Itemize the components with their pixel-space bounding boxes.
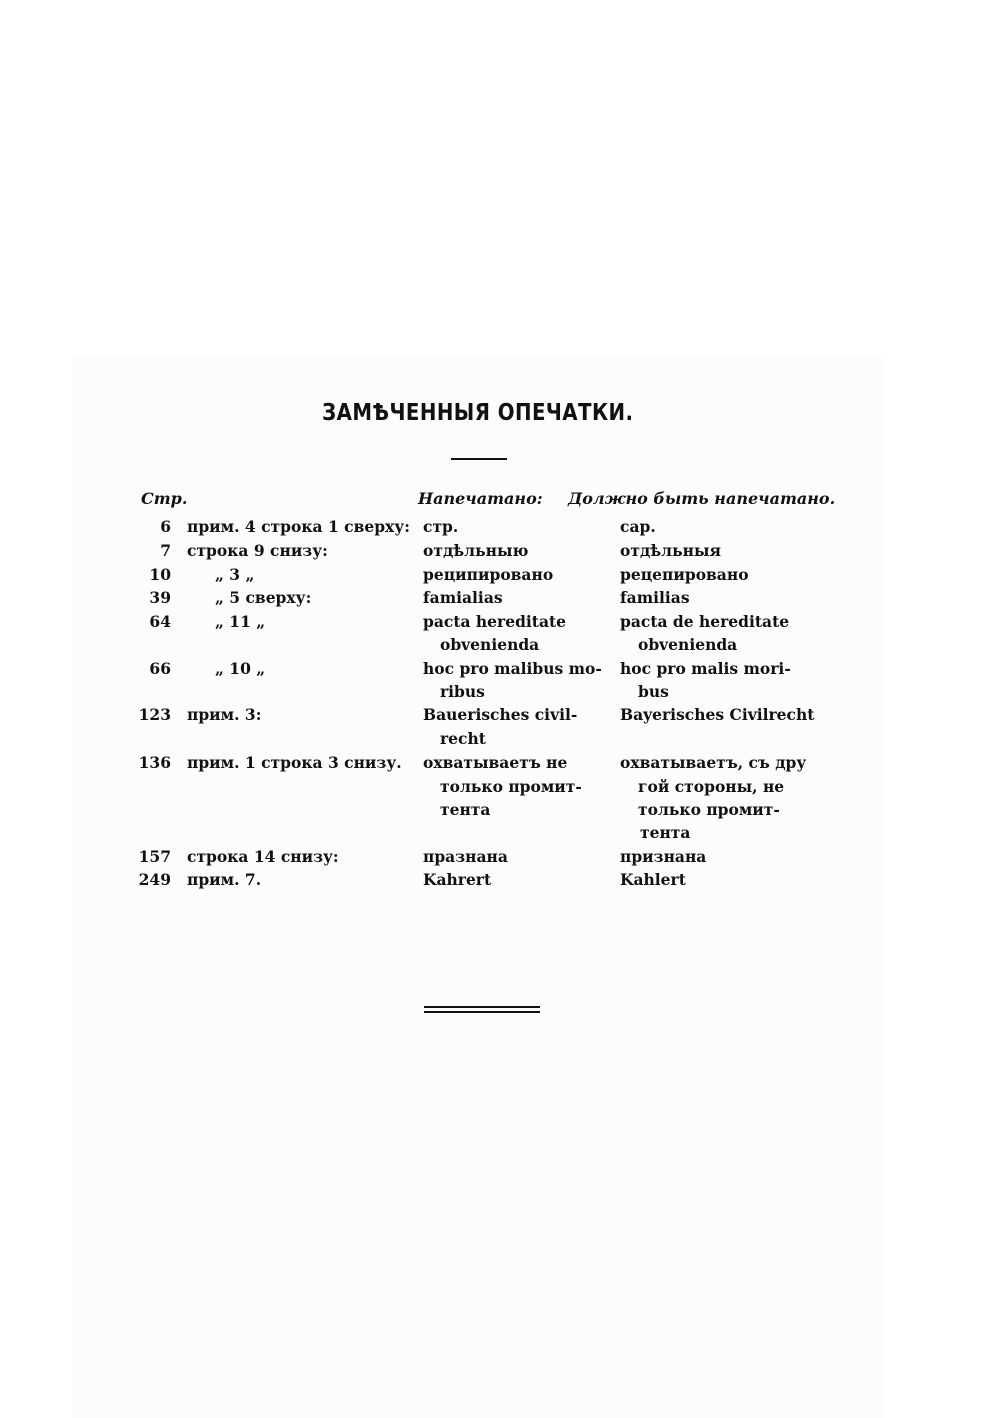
errata-row-continuation <box>0 633 1000 657</box>
location: „ 3 „ <box>215 565 255 584</box>
page-number: 136 <box>138 753 171 772</box>
printed-text: отдѣльныю <box>423 541 529 560</box>
title-divider <box>451 458 507 460</box>
rule-line <box>424 1011 540 1013</box>
printed-text: только промит- <box>440 777 582 796</box>
header-page: Стр. <box>141 489 188 508</box>
errata-row <box>0 868 1000 892</box>
page-number: 39 <box>149 588 171 607</box>
correct-text: охватываетъ, съ дру <box>620 753 807 772</box>
errata-row <box>0 657 1000 681</box>
printed-text: recht <box>440 729 486 748</box>
printed-text: pacta hereditate <box>423 612 567 631</box>
errata-row <box>0 845 1000 869</box>
page-number: 10 <box>149 565 171 584</box>
printed-text: famialias <box>423 588 503 607</box>
correct-text: гой стороны, не <box>638 777 785 796</box>
printed-text: obveniendа <box>440 635 540 654</box>
page-number: 64 <box>149 612 171 631</box>
errata-row-continuation <box>0 680 1000 704</box>
errata-row <box>0 610 1000 634</box>
location: прим. 7. <box>187 870 262 889</box>
printed-text: Kahrert <box>423 870 492 889</box>
correct-text: hoc pro malis mori- <box>620 659 791 678</box>
errata-row <box>0 539 1000 563</box>
errata-row-continuation <box>0 775 1000 799</box>
correct-text: рецепировано <box>620 565 749 584</box>
printed-text: празнана <box>423 847 508 866</box>
errata-row <box>0 515 1000 539</box>
correct-text: отдѣльныя <box>620 541 721 560</box>
errata-row-continuation <box>0 727 1000 751</box>
location: прим. 3: <box>187 705 262 724</box>
location: „ 11 „ <box>215 612 266 631</box>
correct-text: только промит- <box>638 800 780 819</box>
printed-text: стр. <box>423 517 459 536</box>
printed-text: Bauerisches civil- <box>423 705 578 724</box>
errata-row-continuation <box>0 821 1000 845</box>
rule-line <box>424 1006 540 1008</box>
page-number: 66 <box>149 659 171 678</box>
correct-text: bus <box>638 682 669 701</box>
correct-text: признана <box>620 847 707 866</box>
location: прим. 1 строка 3 снизу. <box>187 753 402 772</box>
correct-text: familias <box>620 588 690 607</box>
printed-text: охватываетъ не <box>423 753 568 772</box>
correct-text: Kahlert <box>620 870 686 889</box>
printed-text: hoc pro malibus mo- <box>423 659 602 678</box>
correct-text: pacta de hereditate <box>620 612 790 631</box>
printed-text: реципировано <box>423 565 554 584</box>
correct-text: Bayerisches Civilrecht <box>620 705 815 724</box>
errata-row <box>0 563 1000 587</box>
errata-row-continuation <box>0 798 1000 822</box>
location: строка 9 снизу: <box>187 541 328 560</box>
page-title: ЗАМѢЧЕННЫЯ ОПЕЧАТКИ. <box>322 400 634 426</box>
closing-double-rule <box>424 1006 540 1013</box>
correct-text: obvenienda <box>638 635 738 654</box>
location: „ 5 сверху: <box>215 588 312 607</box>
location: прим. 4 строка 1 сверху: <box>187 517 410 536</box>
printed-text: ribus <box>440 682 485 701</box>
page-number: 7 <box>160 541 171 560</box>
errata-row <box>0 586 1000 610</box>
page-number: 157 <box>138 847 171 866</box>
printed-text: тента <box>440 800 491 819</box>
location: „ 10 „ <box>215 659 266 678</box>
header-correct: Должно быть напечатано. <box>568 489 836 508</box>
correct-text: сар. <box>620 517 656 536</box>
location: строка 14 снизу: <box>187 847 339 866</box>
correct-text: тента <box>640 823 691 842</box>
errata-row <box>0 703 1000 727</box>
page-number: 123 <box>138 705 171 724</box>
header-printed: Напечатано: <box>418 489 543 508</box>
page-number: 6 <box>160 517 171 536</box>
page-number: 249 <box>138 870 171 889</box>
errata-row <box>0 751 1000 775</box>
